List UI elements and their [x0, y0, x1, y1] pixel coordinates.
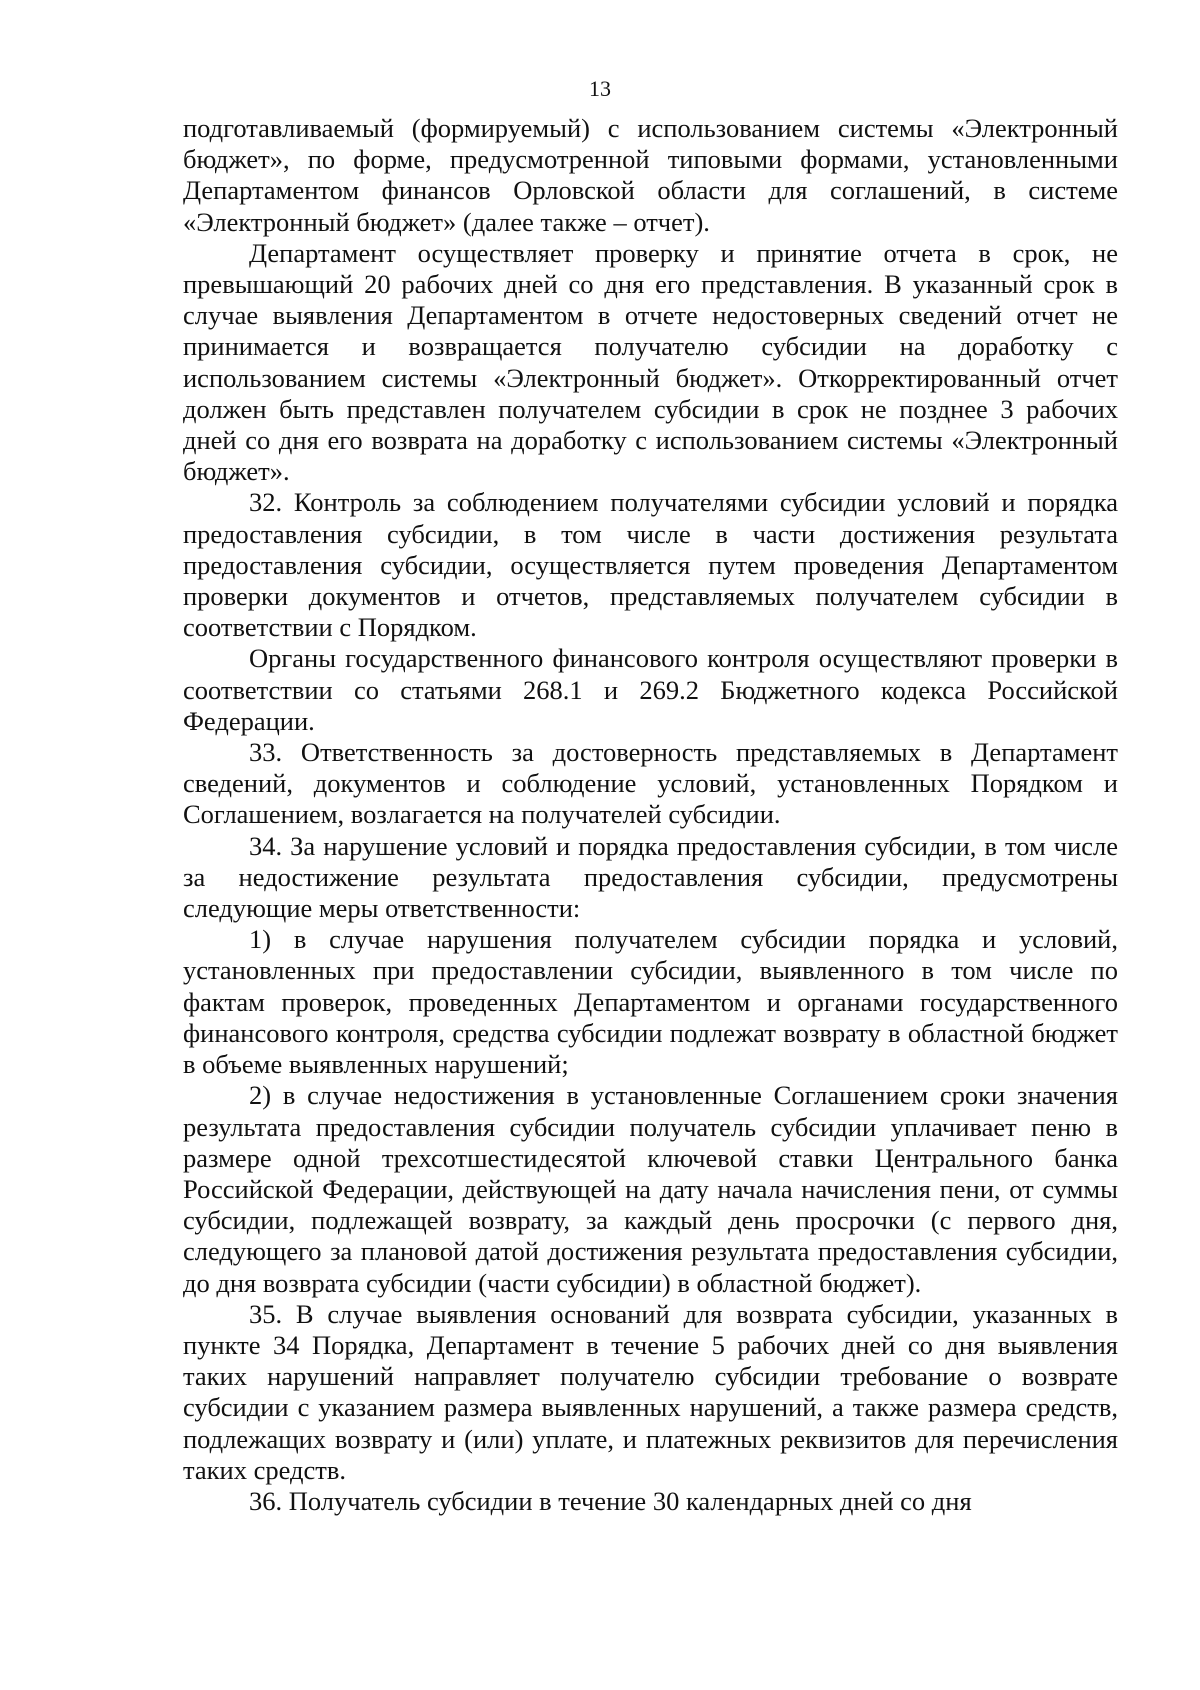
paragraph-continuation: подготавливаемый (формируемый) с использованием системы «Электронный бюджет», по форме, предусмотренной типовыми формами, установленными Департаментом финансов Орловской области для соглашений, в системе «Электронный бюджет» (далее также – отчет).	[183, 113, 1118, 237]
page-number: 13	[589, 76, 611, 101]
paragraph-report-check: Департамент осуществляет проверку и принятие отчета в срок, не превышающий 20 рабочих дней со дня его представления. В указанный срок в случае выявления Департаментом в отчете недостоверных сведений отчет не принимается и возвращается получателю субсидии на доработку с использованием системы «Электронный бюджет». Откорректированный отчет должен быть представлен получателем субсидии в срок не позднее 3 рабочих дней со дня его возврата на доработку с использованием системы «Электронный бюджет».	[183, 237, 1118, 487]
paragraph-item-34-subitem-2: 2) в случае недостижения в установленные Соглашением сроки значения результата предоставления субсидии получатель субсидии уплачивает пеню в размере одной трехсотшестидесятой ключевой ставки Центрального банка Российской Федерации, действующей на дату начала начисления пени, от суммы субсидии, подлежащей возврату, за каждый день просрочки (с первого дня, следующего за плановой датой достижения результата предоставления субсидии, до дня возврата субсидии (части субсидии) в областной бюджет).	[183, 1080, 1118, 1298]
paragraph-item-34-subitem-1: 1) в случае нарушения получателем субсидии порядка и условий, установленных при предоставлении субсидии, выявленного в том числе по фактам проверок, проведенных Департаментом и органами государственного финансового контроля, средства субсидии подлежат возврату в областной бюджет в объеме выявленных нарушений;	[183, 924, 1118, 1080]
paragraph-item-32: 32. Контроль за соблюдением получателями субсидии условий и порядка предоставления субсидии, в том числе в части достижения результата предоставления субсидии, осуществляется путем проведения Департаментом проверки документов и отчетов, представляемых получателем субсидии в соответствии с Порядком.	[183, 487, 1118, 643]
paragraph-item-34: 34. За нарушение условий и порядка предоставления субсидии, в том числе за недостижение результата предоставления субсидии, предусмотрены следующие меры ответственности:	[183, 830, 1118, 924]
paragraph-item-35: 35. В случае выявления оснований для возврата субсидии, указанных в пункте 34 Порядка, Департамент в течение 5 рабочих дней со дня выявления таких нарушений направляет получателю субсидии требование о возврате субсидии с указанием размера выявленных нарушений, а также размера средств, подлежащих возврату и (или) уплате, и платежных реквизитов для перечисления таких средств.	[183, 1298, 1118, 1485]
document-body	[183, 113, 1118, 1517]
paragraph-item-36: 36. Получатель субсидии в течение 30 календарных дней со дня	[249, 1485, 972, 1516]
paragraph-item-33: 33. Ответственность за достоверность представляемых в Департамент сведений, документов и соблюдение условий, установленных Порядком и Соглашением, возлагается на получателей субсидии.	[183, 737, 1118, 830]
paragraph-item-32-organs: Органы государственного финансового контроля осуществляют проверки в соответствии со статьями 268.1 и 269.2 Бюджетного кодекса Российской Федерации.	[183, 643, 1118, 736]
